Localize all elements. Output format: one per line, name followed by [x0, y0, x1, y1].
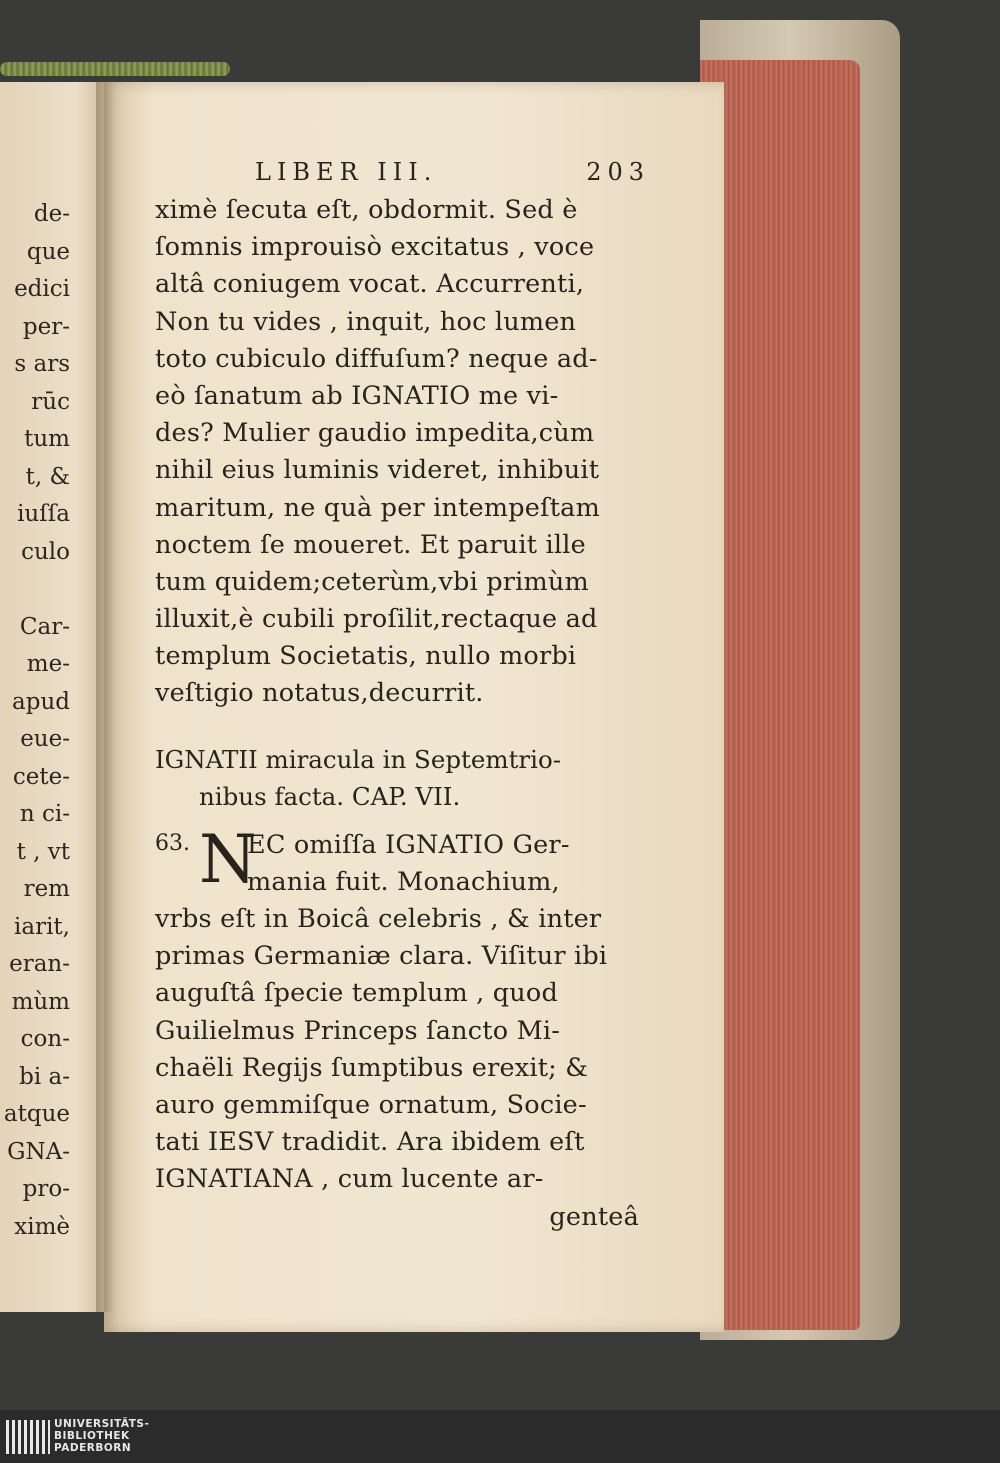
left-line: GNA-	[7, 1138, 70, 1165]
left-line: cete-	[12, 763, 70, 790]
body-line: EC omiſſa IGNATIO Ger-	[247, 829, 570, 860]
body-line: nihil eius luminis videret, inhibuit	[155, 455, 600, 486]
running-head	[255, 158, 650, 192]
chapter-heading-line1: IGNATII miracula in Septemtrio-	[155, 744, 562, 774]
running-head-title: LIBER III.	[255, 158, 438, 186]
body-line: eò ſanatum ab IGNATIO me vi-	[155, 380, 559, 411]
body-line: des? Mulier gaudio impedita,cùm	[155, 418, 595, 449]
body-line: altâ coniugem vocat. Accurrenti,	[155, 269, 585, 300]
body-line: ſomnis improuisò excitatus , voce	[155, 232, 595, 263]
body-line: Non tu vides , inquit, hoc lumen	[155, 306, 577, 337]
left-line: rem	[23, 876, 70, 902]
right-page-text	[155, 158, 650, 1236]
logo-line: UNIVERSITÄTS-	[54, 1418, 150, 1430]
left-page-text	[0, 196, 70, 1246]
left-line: per-	[22, 313, 70, 340]
body-line: vrbs eſt in Boicâ celebris , & inter	[155, 904, 602, 934]
left-line: apud	[12, 688, 70, 715]
body-line: Guilielmus Princeps ſancto Mi-	[155, 1015, 561, 1046]
bookmark-ribbon	[0, 62, 230, 76]
left-line: Car-	[19, 613, 70, 640]
body-line: toto cubiculo diffuſum? neque ad-	[155, 343, 598, 374]
chapter-heading-line2: nibus facta. CAP. VII.	[199, 781, 461, 811]
left-line: me-	[26, 651, 70, 677]
paragraph-number: 63.	[155, 830, 190, 856]
body-line: auro gemmiſque ornatum, Socie-	[155, 1089, 587, 1120]
gutter-shadow	[96, 82, 114, 1312]
body-line: illuxit,è cubili proſilit,rectaque ad	[155, 604, 598, 635]
left-line: tum	[24, 426, 70, 452]
body-line: noctem ſe moueret. Et paruit ille	[155, 529, 586, 560]
logo-line: BIBLIOTHEK	[54, 1430, 130, 1442]
left-line: bi a-	[19, 1063, 70, 1090]
library-logo-icon	[6, 1420, 50, 1454]
left-line: s ars	[14, 351, 70, 377]
left-line: atque	[3, 1101, 70, 1127]
body-line: chaëli Regijs ſumptibus erexit; &	[155, 1052, 589, 1083]
body-line: maritum, ne quà per intempeſtam	[155, 492, 600, 523]
left-line: n ci-	[19, 801, 70, 827]
left-line: t , vt	[16, 838, 70, 865]
body-line: primas Germaniæ clara. Viſitur ibi	[155, 941, 608, 972]
left-line: t, &	[25, 463, 70, 490]
left-line: iarit,	[14, 913, 70, 940]
left-line: pro-	[22, 1176, 70, 1202]
body-line: templum Societatis, nullo morbi	[155, 641, 577, 672]
left-line: rūc	[31, 388, 70, 415]
body-line: tum quidem;ceterùm,vbi primùm	[155, 566, 589, 597]
left-line: eran-	[9, 951, 70, 977]
body-line: IGNATIANA , cum lucente ar-	[155, 1164, 544, 1195]
red-page-edges	[700, 60, 860, 1330]
left-line: ximè	[14, 1213, 70, 1240]
logo-line: PADERBORN	[54, 1442, 132, 1454]
body-line: ximè ſecuta eſt, obdormit. Sed è	[155, 195, 578, 225]
left-line: iuſſa	[17, 501, 70, 527]
body-line: tati IESV tradidit. Ara ibidem eſt	[155, 1127, 585, 1158]
paragraph-opening	[155, 820, 645, 901]
footer-bar	[0, 1410, 1000, 1463]
left-line: culo	[21, 538, 70, 565]
body-line: veſtigio notatus,decurrit.	[155, 678, 484, 709]
drop-cap: N	[199, 820, 257, 898]
page-number: 203	[586, 158, 650, 186]
left-line	[0, 571, 70, 609]
paragraph-first-lines	[247, 827, 645, 901]
left-line: edici	[14, 276, 70, 302]
body-line: auguſtâ ſpecie templum , quod	[155, 978, 558, 1009]
left-line: con-	[20, 1026, 70, 1052]
left-line: de-	[33, 201, 70, 227]
left-line: mùm	[11, 988, 70, 1015]
left-line: eue-	[20, 726, 70, 752]
left-line: que	[26, 238, 70, 265]
catchword: genteâ	[549, 1201, 639, 1232]
library-logo-text	[54, 1418, 149, 1454]
body-line: mania fuit. Monachium,	[247, 866, 560, 897]
